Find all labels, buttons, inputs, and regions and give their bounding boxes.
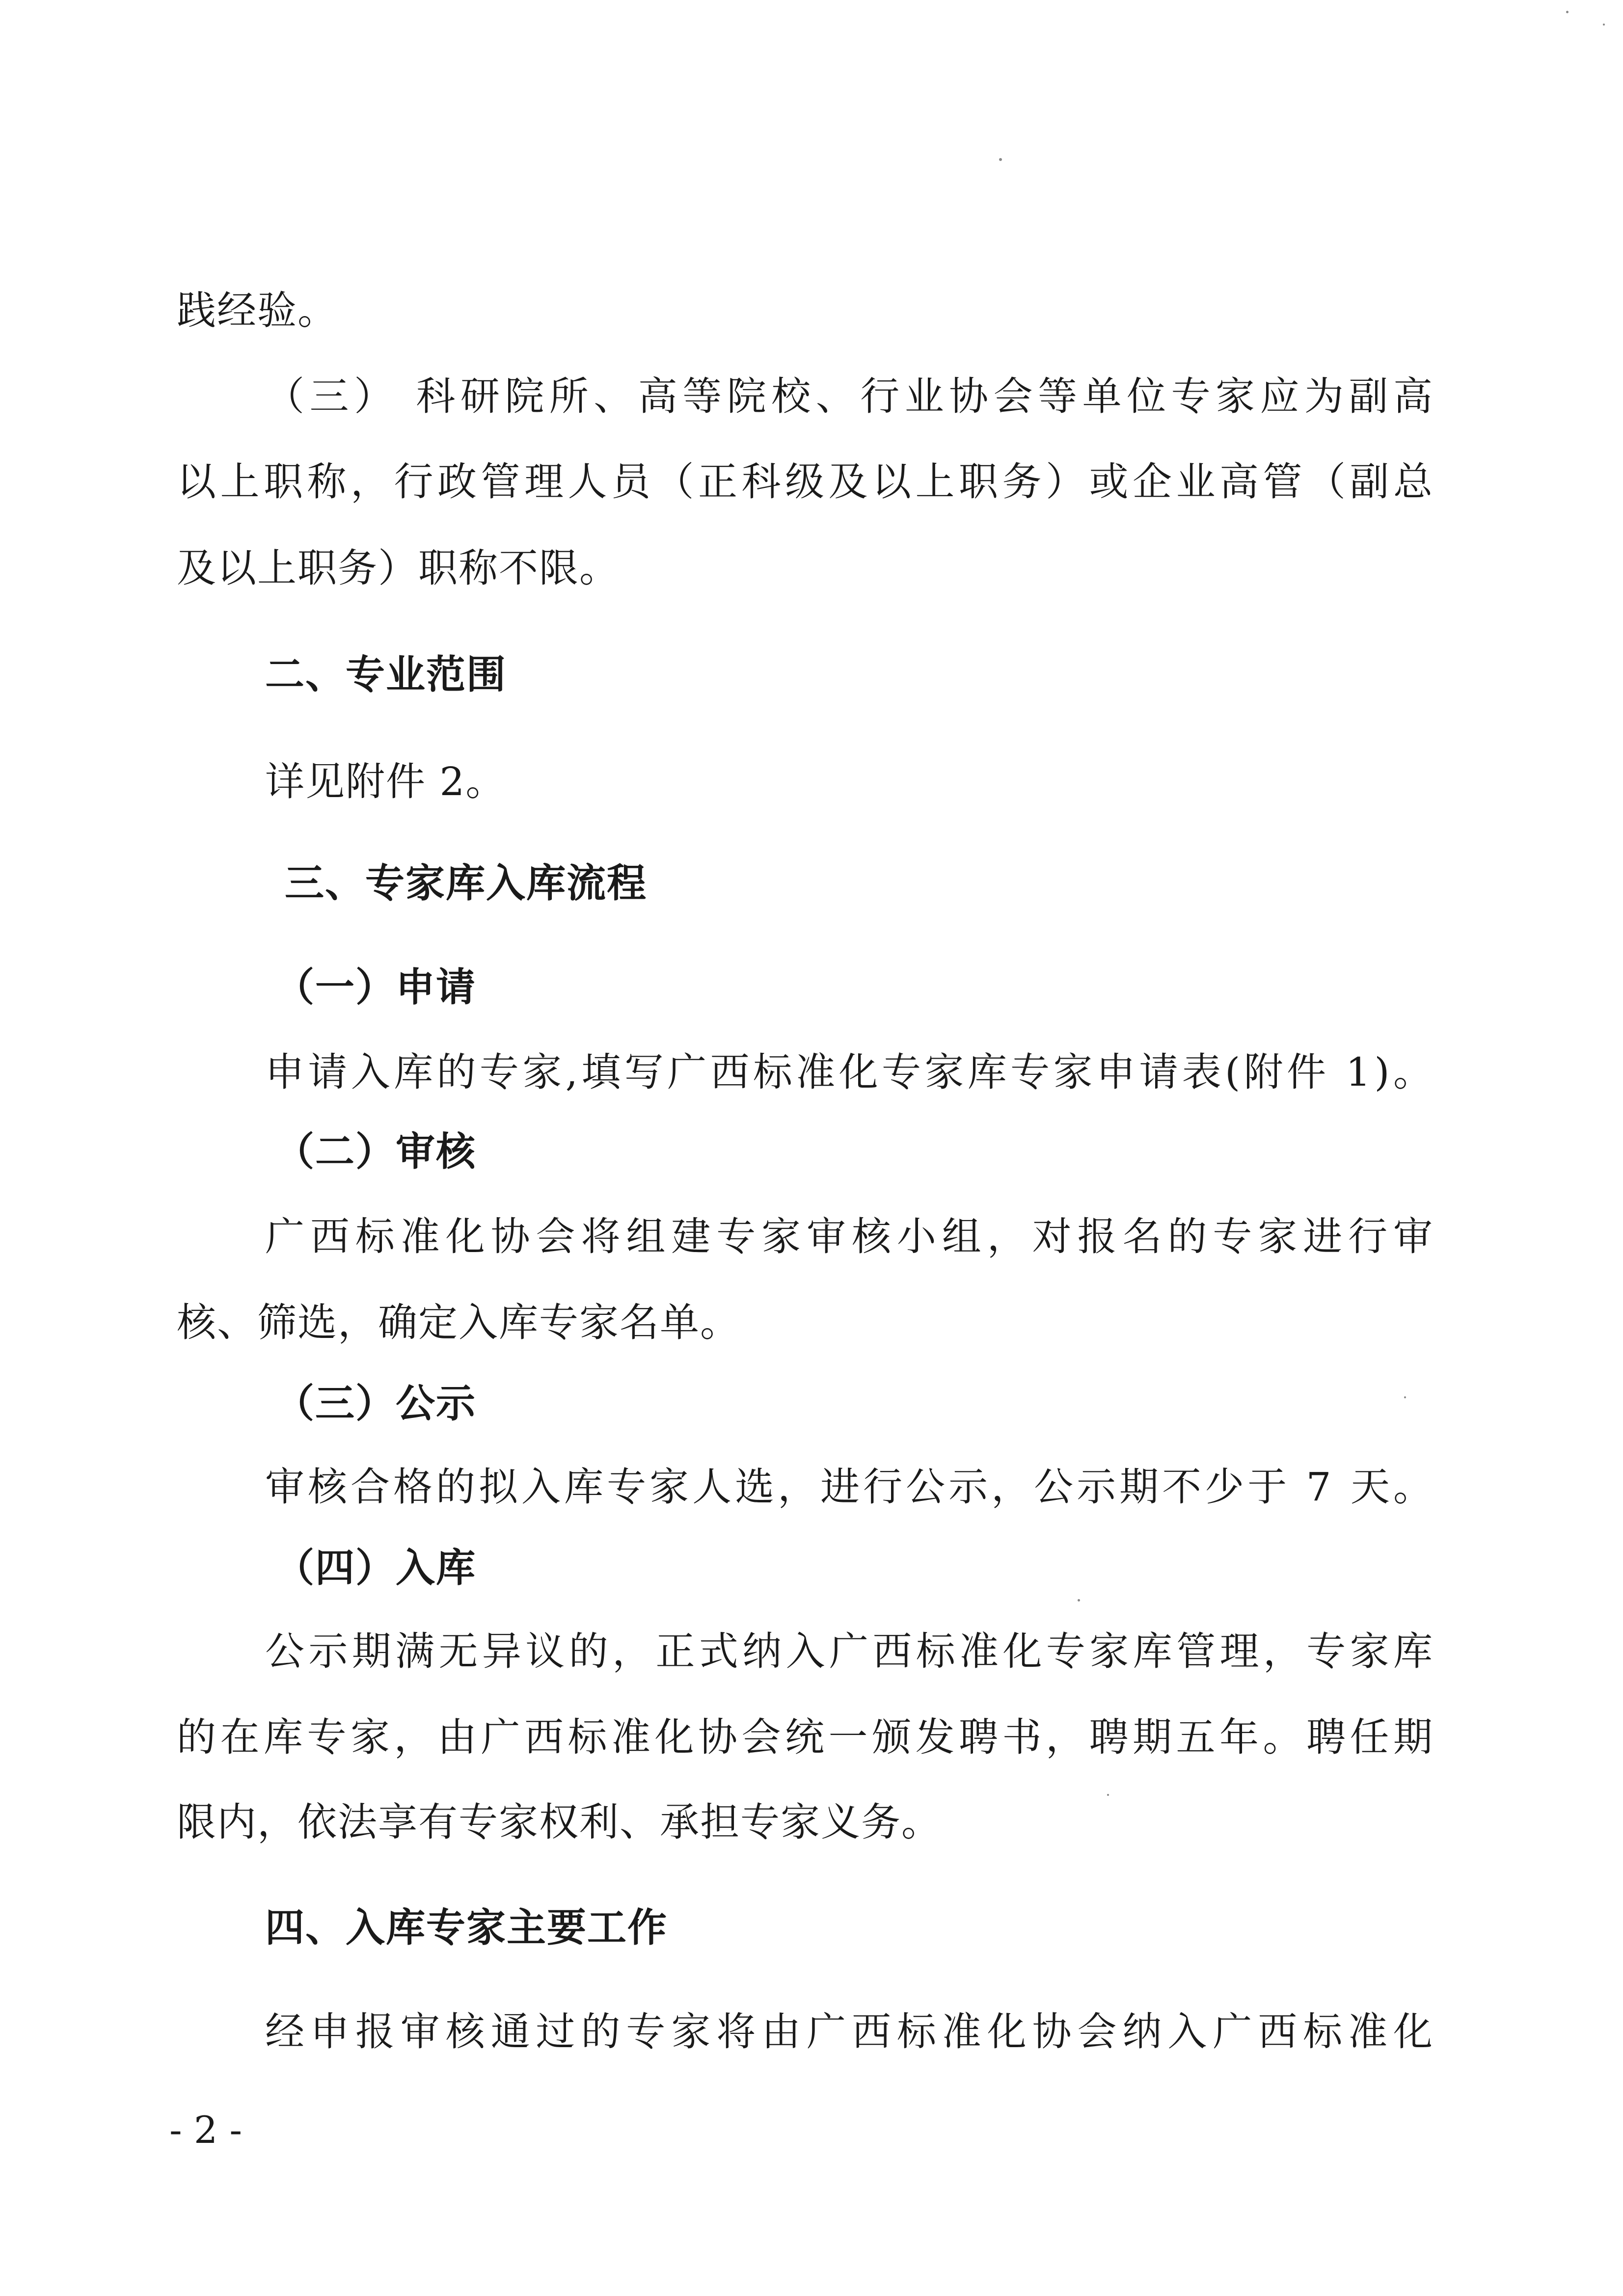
paragraph-line: （三） 科研院所、高等院校、行业协会等单位专家应为副高 — [265, 374, 1438, 419]
section-heading: 三、专家库入库流程 — [285, 860, 647, 906]
paragraph-line: 公示期满无异议的，正式纳入广西标准化专家库管理，专家库 — [265, 1629, 1437, 1674]
scan-speck — [1107, 1794, 1109, 1796]
scan-speck — [1078, 1599, 1080, 1602]
section-heading: 四、入库专家主要工作 — [265, 1905, 668, 1950]
scan-speck — [1404, 1396, 1406, 1398]
subsection-heading: （一）申请 — [275, 964, 476, 1010]
scan-speck — [999, 158, 1002, 161]
paragraph-line: 经申报审核通过的专家将由广西标准化协会纳入广西标准化 — [265, 2009, 1438, 2055]
scan-speck — [1603, 24, 1605, 26]
paragraph-line: 广西标准化协会将组建专家审核小组，对报名的专家进行审 — [265, 1214, 1438, 1259]
subsection-heading: （四）入库 — [275, 1545, 476, 1591]
subsection-heading: （二）审核 — [275, 1129, 476, 1175]
scan-speck — [1566, 11, 1569, 13]
page-number: - 2 - — [169, 2108, 243, 2152]
paragraph-line: 限内，依法享有专家权利、承担专家义务。 — [177, 1799, 942, 1845]
paragraph-line: 及以上职务）职称不限。 — [177, 545, 620, 591]
paragraph-line: 以上职称，行政管理人员（正科级及以上职务）或企业高管（副总 — [177, 459, 1437, 505]
section-heading: 二、专业范围 — [265, 652, 507, 697]
paragraph-line: 详见附件 2。 — [265, 759, 506, 804]
paragraph-line: 申请入库的专家,填写广西标准化专家库专家申请表(附件 1)。 — [265, 1049, 1436, 1095]
paragraph-line: 核、筛选，确定入库专家名单。 — [177, 1300, 740, 1345]
subsection-heading: （三）公示 — [275, 1381, 476, 1426]
paragraph-line: 的在库专家，由广西标准化协会统一颁发聘书，聘期五年。聘任期 — [177, 1714, 1437, 1760]
paragraph-line: 践经验。 — [177, 288, 338, 333]
paragraph-line: 审核合格的拟入库专家人选，进行公示，公示期不少于 7 天。 — [265, 1464, 1436, 1510]
